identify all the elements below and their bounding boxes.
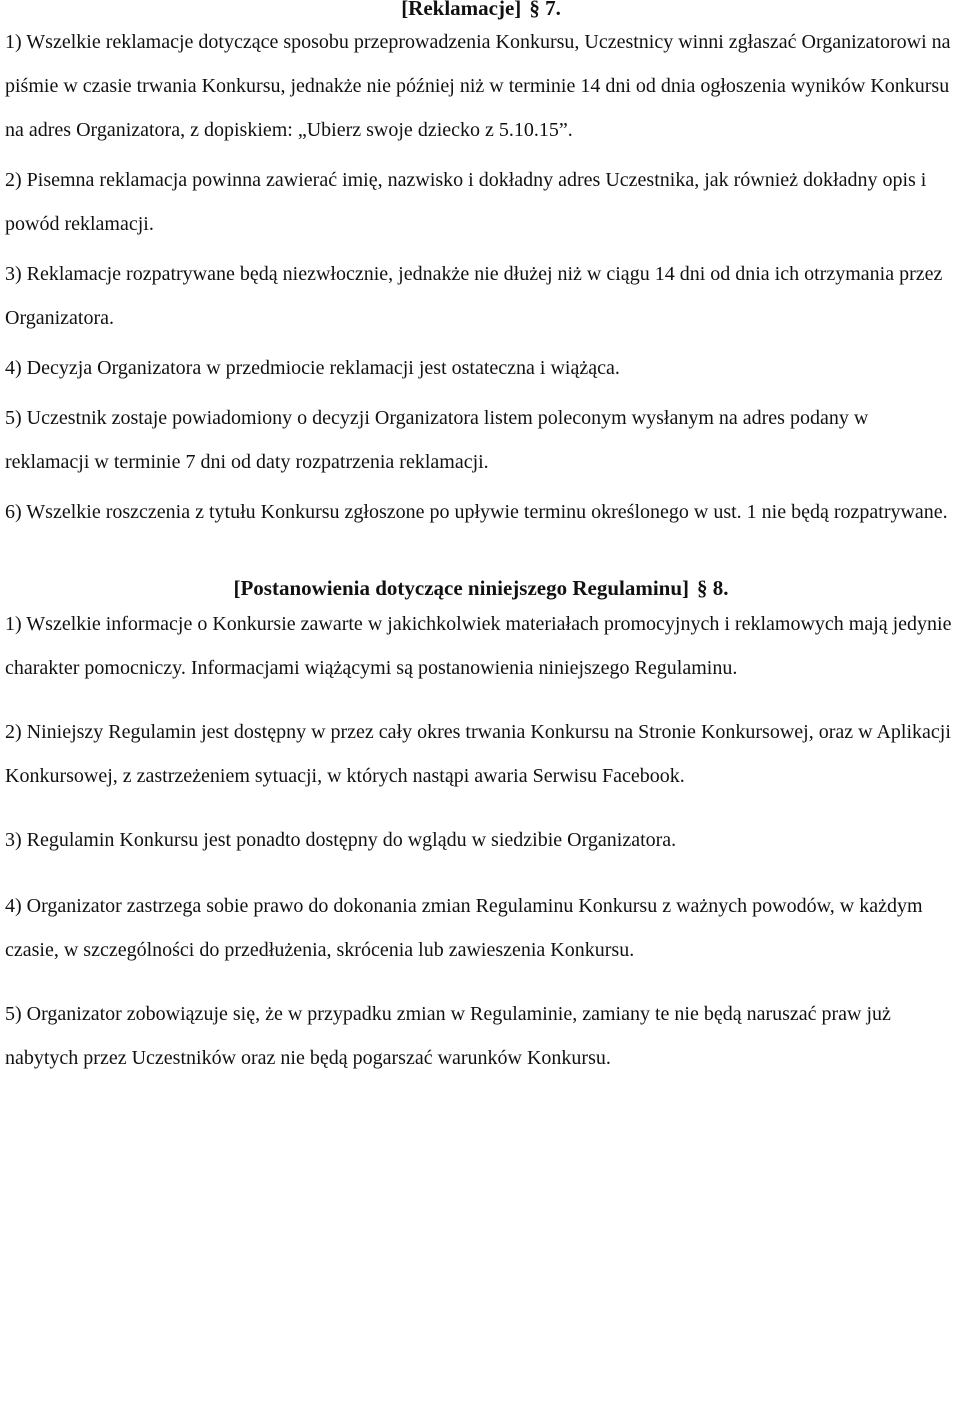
section-7-title: [Reklamacje] [401,0,522,20]
section-7-paragraph-3: 3) Reklamacje rozpatrywane będą niezwłocznie, jednakże nie dłużej niż w ciągu 14 dni od dnia ich otrzymania przez Organizatora. [5,263,943,329]
section-8-heading [5,574,957,602]
section-8-symbol: § 8. [697,576,729,600]
section-7-symbol: § 7. [529,0,561,20]
section-7-paragraph-1: 1) Wszelkie reklamacje dotyczące sposobu przeprowadzenia Konkursu, Uczestnicy winni zgłaszać Organizatorowi na piśmie w czasie trwania Konkursu, jednakże nie później niż w terminie 14 dni od dnia ogłoszenia wyników Konkursu na adres Organizatora, z dopiskiem: „Ubierz swoje dziecko z 5.10.15”. [5,31,951,141]
section-7-heading [5,0,957,22]
document-page [5,0,957,1080]
section-7-paragraph-5: 5) Uczestnik zostaje powiadomiony o decyzji Organizatora listem poleconym wysłanym na adres podany w reklamacji w terminie 7 dni od daty rozpatrzenia reklamacji. [5,407,869,473]
section-8-paragraph-4: 4) Organizator zastrzega sobie prawo do dokonania zmian Regulaminu Konkursu z ważnych powodów, w każdym czasie, w szczególności do przedłużenia, skrócenia lub zawieszenia Konkursu. [5,895,923,961]
section-8-paragraph-2: 2) Niniejszy Regulamin jest dostępny w przez cały okres trwania Konkursu na Stronie Konkursowej, oraz w Aplikacji Konkursowej, z zastrzeżeniem sytuacji, w których nastąpi awaria Serwisu Facebook. [5,721,951,787]
section-8-paragraph-5: 5) Organizator zobowiązuje się, że w przypadku zmian w Regulaminie, zamiany te nie będą naruszać praw już nabytych przez Uczestników oraz nie będą pogarszać warunków Konkursu. [5,1003,891,1069]
section-8-paragraph-1: 1) Wszelkie informacje o Konkursie zawarte w jakichkolwiek materiałach promocyjnych i reklamowych mają jedynie charakter pomocniczy. Informacjami wiążącymi są postanowienia niniejszego Regulaminu. [5,613,952,679]
section-7-paragraph-4: 4) Decyzja Organizatora w przedmiocie reklamacji jest ostateczna i wiążąca. [5,357,620,379]
section-8-paragraph-3: 3) Regulamin Konkursu jest ponadto dostępny do wglądu w siedzibie Organizatora. [5,829,677,851]
section-8-title: [Postanowienia dotyczące niniejszego Regulaminu] [233,576,690,600]
section-7-paragraph-2: 2) Pisemna reklamacja powinna zawierać imię, nazwisko i dokładny adres Uczestnika, jak również dokładny opis i powód reklamacji. [5,169,927,235]
section-7-paragraph-6: 6) Wszelkie roszczenia z tytułu Konkursu zgłoszone po upływie terminu określonego w ust. 1 nie będą rozpatrywane. [5,501,948,523]
